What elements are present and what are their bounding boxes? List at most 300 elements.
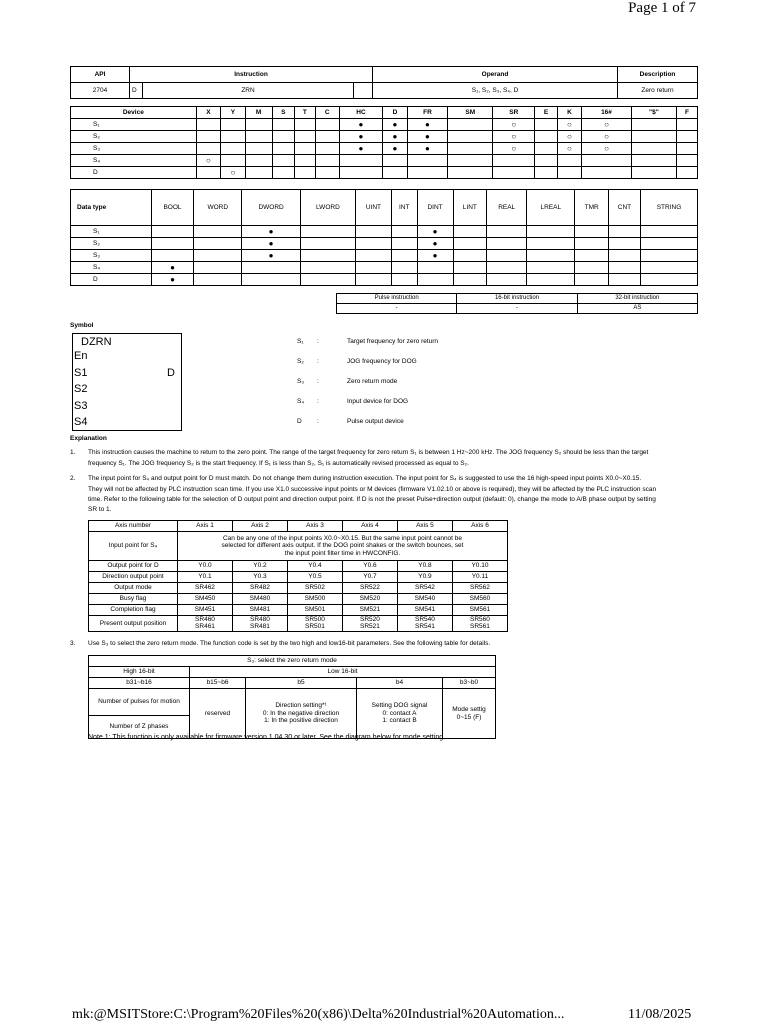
data-type-cell [608,262,640,274]
table-row [71,167,698,179]
device-cell [677,119,698,131]
device-cell [448,131,493,143]
table-row [89,616,508,632]
data-type-cell [527,250,575,262]
axis-cell: SM561 [452,605,507,616]
data-type-row-label: D [71,274,152,286]
reserved-cell: reserved [190,689,246,739]
symbol-name: DZRN [81,336,112,348]
device-cell [294,143,315,155]
device-cell [557,155,581,167]
data-type-cell: ● [242,238,301,250]
data-type-cell [575,274,609,286]
data-type-cell: ● [417,250,453,262]
data-type-cell [608,238,640,250]
data-type-cell [300,262,355,274]
data-type-cell [194,262,242,274]
data-type-cell [453,250,487,262]
axis-cell: Y0.11 [452,572,507,583]
data-type-cell [391,250,417,262]
axis-cell: SM451 [178,605,233,616]
32bit-value: AS [577,304,697,314]
table-row [89,605,508,616]
device-cell [272,143,294,155]
pin-s1: S1 [74,367,88,379]
device-column-header: Device [71,107,197,119]
paragraph-1-line: This instruction causes the machine to return to the zero point. The range of the target frequency for zero return S₁ is between 1 Hz~200 kHz. The JOG frequency S₂ should be less than the target [88,449,649,456]
data-type-cell [391,238,417,250]
axis-row-label: Output mode [89,583,178,594]
device-cell [493,167,535,179]
device-header-row [71,107,698,119]
data-type-row-label: S₃ [71,250,152,262]
device-cell [221,143,245,155]
axis-column-header: Axis 3 [287,521,342,532]
operand-symbol: S₄ [297,398,304,405]
operand-symbol: S₃ [297,378,304,385]
device-row-label: D [71,167,197,179]
device-cell [315,119,339,131]
axis-cell: SM500 [287,594,342,605]
axis-row-label: Present output position [89,616,178,632]
data-type-header-row [71,190,698,226]
paragraph-2-line: The input point for S₄ and output point for D must match. Do not change them during instruction execution. The input point for S₄ is suggested to use the 16 high-speed input points X0.0~X0.15. [88,475,642,482]
data-type-column-header: INT [391,190,417,226]
data-type-cell [527,238,575,250]
pin-s3: S3 [74,400,88,412]
device-cell [294,119,315,131]
axis-row-label: Busy flag [89,594,178,605]
mode-table-title: S₃: select the zero return mode [89,656,496,667]
axis-table [88,520,508,632]
low-16bit-header: Low 16-bit [190,667,496,678]
axis-cell: SM481 [232,605,287,616]
device-cell [383,167,407,179]
axis-column-header: Axis 1 [178,521,233,532]
device-column-header: M [245,107,272,119]
device-column-header: SM [448,107,493,119]
device-cell [448,155,493,167]
device-cell: ● [339,143,383,155]
data-type-cell [242,274,301,286]
axis-cell: Y0.8 [397,561,452,572]
device-row-label: S₄ [71,155,197,167]
device-cell: ● [383,143,407,155]
device-cell [631,143,676,155]
direction-setting: Direction setting*¹ 0: In the negative direction 1: In the positive direction [246,689,357,739]
description-value: Zero return [618,83,698,99]
device-column-header: FR [407,107,448,119]
device-column-header: S [272,107,294,119]
instruction-suffix [354,83,373,99]
device-cell [245,119,272,131]
data-type-cell [453,262,487,274]
device-cell [407,167,448,179]
device-cell [582,167,632,179]
data-type-cell [391,274,417,286]
table-row [71,143,698,155]
device-cell: ○ [493,119,535,131]
data-type-cell: ● [417,238,453,250]
data-type-cell [355,274,391,286]
instruction-name: ZRN [143,83,354,99]
device-cell [221,155,245,167]
device-cell [315,167,339,179]
data-type-cell [575,262,609,274]
data-type-cell [194,226,242,238]
data-type-row-label: S₂ [71,238,152,250]
device-cell [493,155,535,167]
device-cell [407,155,448,167]
axis-column-header: Axis 4 [342,521,397,532]
device-cell: ○ [557,143,581,155]
device-cell [448,167,493,179]
device-cell [315,143,339,155]
axis-cell: SM520 [342,594,397,605]
device-cell [631,155,676,167]
paragraph-1-line: frequency S₁. The JOG frequency S₂ is the start frequency. If S₁ is less than S₂, S₁ is automatically revised processed as equal to S₂. [88,460,469,467]
data-type-column-header: UINT [355,190,391,226]
axis-row-label: Direction output point [89,572,178,583]
bit-range: b3~b0 [443,678,496,689]
zero-return-mode-table [88,655,496,739]
axis-cell: SR520 SR521 [342,616,397,632]
data-type-cell [300,274,355,286]
bit-range: b5 [246,678,357,689]
device-cell: ● [339,119,383,131]
data-type-cell [391,262,417,274]
data-type-cell [527,274,575,286]
data-type-cell [608,250,640,262]
device-column-header: T [294,107,315,119]
axis-column-header: Axis number [89,521,178,532]
table-row [71,250,698,262]
description-header: Description [618,67,698,83]
data-type-cell [640,262,697,274]
device-cell [383,155,407,167]
data-type-cell [355,238,391,250]
device-cell [631,131,676,143]
data-type-cell [575,250,609,262]
device-row-label: S₃ [71,143,197,155]
device-cell: ● [383,131,407,143]
device-column-header: C [315,107,339,119]
device-cell: ○ [582,131,632,143]
mode-setting: Mode settig 0~15 (F) [443,689,496,739]
data-type-cell [640,238,697,250]
operand-colon: : [317,418,319,425]
data-type-column-header: LREAL [527,190,575,226]
symbol-block [72,333,182,431]
axis-cell: SR462 [178,583,233,594]
device-cell [196,119,220,131]
device-cell: ● [407,143,448,155]
data-type-cell [640,274,697,286]
axis-cell: SM521 [342,605,397,616]
axis-cell: SR480 SR481 [232,616,287,632]
device-column-header: E [535,107,557,119]
device-table [70,106,698,179]
data-type-cell [417,274,453,286]
device-cell [294,167,315,179]
zphases-label: Number of Z phases [89,716,190,739]
axis-header-row [89,521,508,532]
device-cell [535,155,557,167]
operand-list: S₁, S₂, S₃, S₄, D [373,83,618,99]
data-type-cell [487,226,527,238]
axis-cell: SR460 SR461 [178,616,233,632]
axis-cell: SM450 [178,594,233,605]
data-type-cell [453,238,487,250]
operand-description: Zero return mode [347,378,398,385]
device-cell: ○ [582,119,632,131]
data-type-cell [487,250,527,262]
data-type-cell: ● [151,262,193,274]
device-column-header: X [196,107,220,119]
axis-row-label: Completion flag [89,605,178,616]
table-row [89,561,508,572]
axis-cell: Y0.1 [178,572,233,583]
axis-row-label: Output point for D [89,561,178,572]
device-cell [631,119,676,131]
device-cell: ○ [557,131,581,143]
pulses-label: Number of pulses for motion [89,689,190,716]
axis-cell: SR522 [342,583,397,594]
data-type-cell [608,274,640,286]
operand-colon: : [317,338,319,345]
device-row-label: S₂ [71,131,197,143]
device-cell [196,167,220,179]
device-cell [294,131,315,143]
16bit-value: - [457,304,577,314]
axis-cell: SR560 SR561 [452,616,507,632]
table-row [89,583,508,594]
device-cell [677,155,698,167]
data-type-column-header: DWORD [242,190,301,226]
device-column-header: 16# [582,107,632,119]
data-type-cell [355,226,391,238]
axis-cell: Y0.3 [232,572,287,583]
axis-cell: Y0.0 [178,561,233,572]
data-type-cell [640,226,697,238]
device-cell: ● [339,131,383,143]
table-row [89,572,508,583]
table-row [89,532,508,561]
axis-cell: SR562 [452,583,507,594]
device-column-header: HC [339,107,383,119]
data-type-cell [242,262,301,274]
paragraph-3-line: Use S₃ to select the zero return mode. The function code is set by the two high and low16-bit parameters. See the following table for details. [88,640,491,647]
operand-colon: : [317,358,319,365]
device-cell: ○ [557,119,581,131]
data-type-cell [194,238,242,250]
api-header: API [71,67,130,83]
device-cell [272,155,294,167]
device-cell: ○ [196,155,220,167]
device-cell [582,155,632,167]
explanation-heading: Explanation [70,435,107,442]
device-cell [272,131,294,143]
data-type-column-header: LWORD [300,190,355,226]
axis-row-label: Input point for S₄ [89,532,178,561]
device-cell [315,155,339,167]
axis-cell: SR540 SR541 [397,616,452,632]
operand-symbol: S₂ [297,358,304,365]
data-type-cell [527,226,575,238]
data-type-column-header: REAL [487,190,527,226]
data-type-column-header: CNT [608,190,640,226]
device-cell: ○ [221,167,245,179]
device-column-header: D [383,107,407,119]
bit-range: b15~b6 [190,678,246,689]
data-type-cell [575,226,609,238]
api-number: 2704 [71,83,130,99]
data-type-cell: ● [417,226,453,238]
data-type-row-label: S₄ [71,262,152,274]
axis-cell: SR502 [287,583,342,594]
data-type-cell [527,262,575,274]
axis-column-header: Axis 2 [232,521,287,532]
device-column-header: "$" [631,107,676,119]
data-type-column-header: DINT [417,190,453,226]
axis-column-header: Axis 5 [397,521,452,532]
pin-d: D [167,367,175,379]
data-type-cell [453,226,487,238]
axis-cell: Y0.5 [287,572,342,583]
bit-range: b31~b16 [89,678,190,689]
device-row-label: S₁ [71,119,197,131]
device-cell: ● [407,119,448,131]
device-cell [315,131,339,143]
device-cell [245,155,272,167]
firmware-note: Note 1: This function is only available for firmware version 1.04.30 or later. See the diagram below for mode setting. [88,734,446,741]
device-column-header: Y [221,107,245,119]
data-type-cell [417,262,453,274]
axis-column-header: Axis 6 [452,521,507,532]
data-type-cell [453,274,487,286]
data-type-cell [300,226,355,238]
32bit-header: 32-bit instruction [577,294,697,304]
table-row [71,131,698,143]
symbol-heading: Symbol [70,322,94,329]
data-type-cell [151,226,193,238]
pulse-instruction-table [336,293,698,314]
api-prefix: D [130,83,143,99]
axis-cell: SM480 [232,594,287,605]
data-type-cell [194,250,242,262]
data-type-cell: ● [242,226,301,238]
device-cell [677,131,698,143]
device-cell: ○ [493,131,535,143]
device-cell [221,119,245,131]
paragraph-2-line: They will not be affected by PLC instruction scan time. If you use X1.0 successive input points or M devices (firmware V1.02.10 or above is required), they will be affected by the PLC instruction scan [88,486,657,493]
device-cell [677,167,698,179]
axis-cell: Y0.9 [397,572,452,583]
device-cell [294,155,315,167]
data-type-cell [151,250,193,262]
data-type-cell [391,226,417,238]
axis-cell: SM560 [452,594,507,605]
data-type-cell: ● [151,274,193,286]
paragraph-number: 3. [70,640,76,647]
device-cell [557,167,581,179]
pulse-value: - [337,304,457,314]
data-type-column-header: Data type [71,190,152,226]
device-cell [631,167,676,179]
api-table [70,66,698,99]
data-type-cell [640,250,697,262]
axis-cell: Y0.4 [287,561,342,572]
device-cell [272,119,294,131]
data-type-cell [194,274,242,286]
table-row [71,238,698,250]
device-cell: ● [383,119,407,131]
axis-cell: SR482 [232,583,287,594]
operand-header: Operand [373,67,618,83]
pin-s4: S4 [74,416,88,428]
instruction-header: Instruction [130,67,373,83]
paragraph-2-line: SR to 1. [88,506,112,513]
axis-cell: Y0.6 [342,561,397,572]
device-cell [339,167,383,179]
input-point-description: Can be any one of the input points X0.0~X0.15. But the same input point cannot be selected for different axis output. If the DOG point shakes or the switch bounces, set the input point filter time in HWCONFIG. [178,532,508,561]
data-type-cell [151,238,193,250]
device-cell: ● [407,131,448,143]
device-cell [196,143,220,155]
page-number: Page 1 of 7 [628,0,696,16]
device-cell: ○ [582,143,632,155]
table-row [71,274,698,286]
data-type-cell [487,238,527,250]
pulse-header: Pulse instruction [337,294,457,304]
device-cell [245,131,272,143]
device-cell [535,167,557,179]
paragraph-2-line: time. Refer to the following table for the selection of D output point and direction output point. If D is not the preset Pulse+direction output (default: 0), change the mode to A/B phase output by setting [88,496,656,503]
data-type-column-header: BOOL [151,190,193,226]
data-type-cell [608,226,640,238]
footer-path: mk:@MSITStore:C:\Program%20Files%20(x86)\Delta%20Industrial%20Automation... [72,1007,565,1022]
data-type-column-header: STRING [640,190,697,226]
operand-colon: : [317,378,319,385]
device-cell [448,119,493,131]
operand-symbol: D [297,418,302,425]
16bit-header: 16-bit instruction [457,294,577,304]
device-column-header: SR [493,107,535,119]
device-cell [535,131,557,143]
data-type-cell [355,250,391,262]
data-type-cell [575,238,609,250]
axis-cell: Y0.7 [342,572,397,583]
data-type-column-header: LINT [453,190,487,226]
device-cell [677,143,698,155]
data-type-cell [300,238,355,250]
data-type-cell [355,262,391,274]
pin-s2: S2 [74,383,88,395]
device-cell: ○ [493,143,535,155]
footer-date: 11/08/2025 [628,1007,692,1022]
high-16bit-header: High 16-bit [89,667,190,678]
device-column-header: K [557,107,581,119]
bit-range: b4 [357,678,443,689]
data-type-row-label: S₁ [71,226,152,238]
table-row [89,594,508,605]
device-cell [535,119,557,131]
operand-description: JOG frequency for DOG [347,358,417,365]
data-type-cell [300,250,355,262]
axis-cell: SM501 [287,605,342,616]
operand-colon: : [317,398,319,405]
operand-description: Target frequency for zero return [347,338,439,345]
